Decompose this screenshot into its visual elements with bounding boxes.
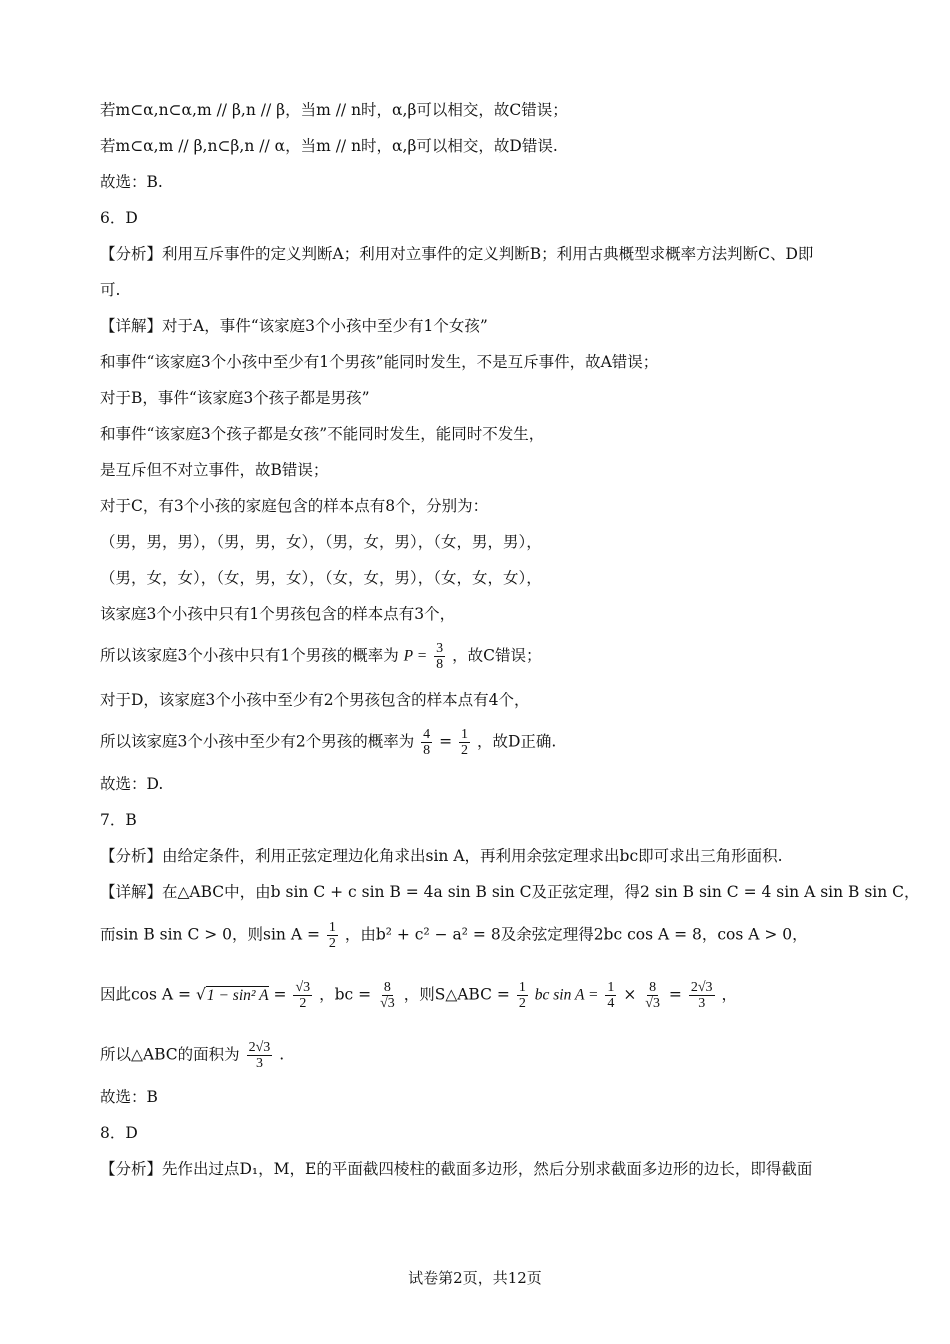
text-line: 对于D，该家庭3个小孩中至少有2个男孩包含的样本点有4个，	[100, 691, 530, 709]
numerator: √3	[295, 980, 311, 995]
text-line: 和事件“该家庭3个小孩中至少有1个男孩”能同时发生，不是互斥事件，故A错误；	[100, 353, 659, 371]
math-segment: P =	[403, 647, 428, 665]
denominator: 3	[698, 996, 706, 1011]
numerator: 2√3	[248, 1040, 271, 1055]
math-segment: =	[439, 732, 453, 751]
sqrt-sign-icon: √	[195, 985, 206, 1004]
denominator: 2	[461, 743, 469, 758]
question-number: 7．B	[100, 811, 137, 829]
probability-d-line	[100, 727, 890, 758]
detail-line: 【详解】对于A，事件“该家庭3个小孩中至少有1个女孩”	[100, 317, 488, 335]
fraction	[689, 980, 715, 1011]
analysis-line: 【分析】先作出过点D₁，M，E的平面截四棱柱的截面多边形，然后分别求截面多边形的边长，即得截面	[100, 1160, 813, 1178]
fraction	[378, 980, 397, 1011]
fraction	[459, 727, 470, 758]
text-segment: 所以该家庭3个小孩中只有1个男孩的概率为	[100, 646, 399, 665]
math-segment: =	[273, 985, 287, 1004]
denominator: 8	[436, 657, 444, 672]
fraction	[643, 980, 662, 1011]
numerator: 1	[328, 920, 336, 935]
fraction	[421, 727, 432, 758]
page-footer: 试卷第2页，共12页	[408, 1269, 542, 1287]
denominator: 2	[299, 996, 307, 1011]
text-line: 是互斥但不对立事件，故B错误；	[100, 461, 329, 479]
text-line: 对于B，事件“该家庭3个孩子都是男孩”	[100, 389, 370, 407]
detail-line	[100, 920, 890, 951]
math-segment: ×	[623, 985, 637, 1004]
fraction	[247, 1040, 273, 1071]
text-line: 故选：B	[100, 1088, 158, 1106]
text-segment: ，故C错误；	[452, 646, 542, 665]
probability-c-line	[100, 641, 890, 672]
denominator: √3	[380, 996, 395, 1011]
fraction	[517, 980, 528, 1011]
text-segment: ，bc =	[319, 985, 372, 1004]
numerator: 8	[383, 980, 391, 995]
text-segment: ，由b² + c² − a² = 8及余弦定理得2bc cos A = 8，cos A > 0，	[344, 925, 808, 944]
denominator: 2	[518, 996, 526, 1011]
analysis-line: 【分析】由给定条件，利用正弦定理边化角求出sin A，再利用余弦定理求出bc即可求出三角形面积.	[100, 847, 783, 865]
math-segment: bc sin A =	[534, 986, 599, 1004]
numerator: 1	[518, 980, 526, 995]
numerator: 2√3	[690, 980, 713, 995]
numerator: 3	[436, 641, 444, 656]
denominator: √3	[645, 996, 660, 1011]
text-line: 故选：B.	[100, 173, 163, 191]
text-line: 故选：D.	[100, 775, 164, 793]
detail-line: 【详解】在△ABC中，由b sin C + c sin B = 4a sin B sin C及正弦定理，得2 sin B sin C = 4 sin A sin B sin C，	[100, 883, 920, 901]
fraction	[605, 980, 616, 1011]
text-segment: .	[279, 1045, 285, 1064]
fraction	[293, 980, 312, 1011]
numerator: 1	[607, 980, 615, 995]
detail-line	[100, 1040, 890, 1071]
text-line: 若m⊂α,m // β,n⊂β,n // α，当m // n时，α,β可以相交，故D错误.	[100, 137, 558, 155]
denominator: 4	[607, 996, 615, 1011]
text-segment: ，故D正确.	[476, 732, 557, 751]
question-number: 6．D	[100, 209, 138, 227]
denominator: 8	[423, 743, 431, 758]
detail-line	[100, 980, 890, 1011]
text-line: （男，男，男），（男，男，女），（男，女，男），（女，男，男），	[100, 533, 542, 551]
text-line: （男，女，女），（女，男，女），（女，女，男），（女，女，女），	[100, 569, 542, 587]
numerator: 8	[649, 980, 657, 995]
numerator: 4	[423, 727, 431, 742]
text-line: 对于C，有3个小孩的家庭包含的样本点有8个，分别为：	[100, 497, 489, 515]
fraction	[434, 641, 445, 672]
text-segment: 所以△ABC的面积为	[100, 1045, 240, 1064]
text-segment: 所以该家庭3个小孩中至少有2个男孩的概率为	[100, 732, 415, 751]
numerator: 1	[461, 727, 469, 742]
text-line: 可.	[100, 281, 121, 299]
question-number: 8．D	[100, 1124, 138, 1142]
fraction	[327, 920, 338, 951]
math-segment: =	[668, 985, 682, 1004]
text-line: 和事件“该家庭3个孩子都是女孩”不能同时发生，能同时不发生，	[100, 425, 545, 443]
text-segment: 而sin B sin C > 0，则sin A =	[100, 925, 320, 944]
text-segment: ，则S△ABC =	[403, 985, 510, 1004]
text-line: 若m⊂α,n⊂α,m // β,n // β，当m // n时，α,β可以相交，故C错误；	[100, 101, 568, 119]
denominator: 3	[255, 1056, 263, 1071]
denominator: 2	[328, 936, 336, 951]
analysis-line: 【分析】利用互斥事件的定义判断A；利用对立事件的定义判断B；利用古典概型求概率方法判断C、D即	[100, 245, 814, 263]
radicand: 1 − sin² A	[206, 986, 269, 1004]
text-line: 该家庭3个小孩中只有1个男孩包含的样本点有3个，	[100, 605, 456, 623]
text-segment: ，	[721, 985, 737, 1004]
text-segment: 因此cos A =	[100, 985, 192, 1004]
